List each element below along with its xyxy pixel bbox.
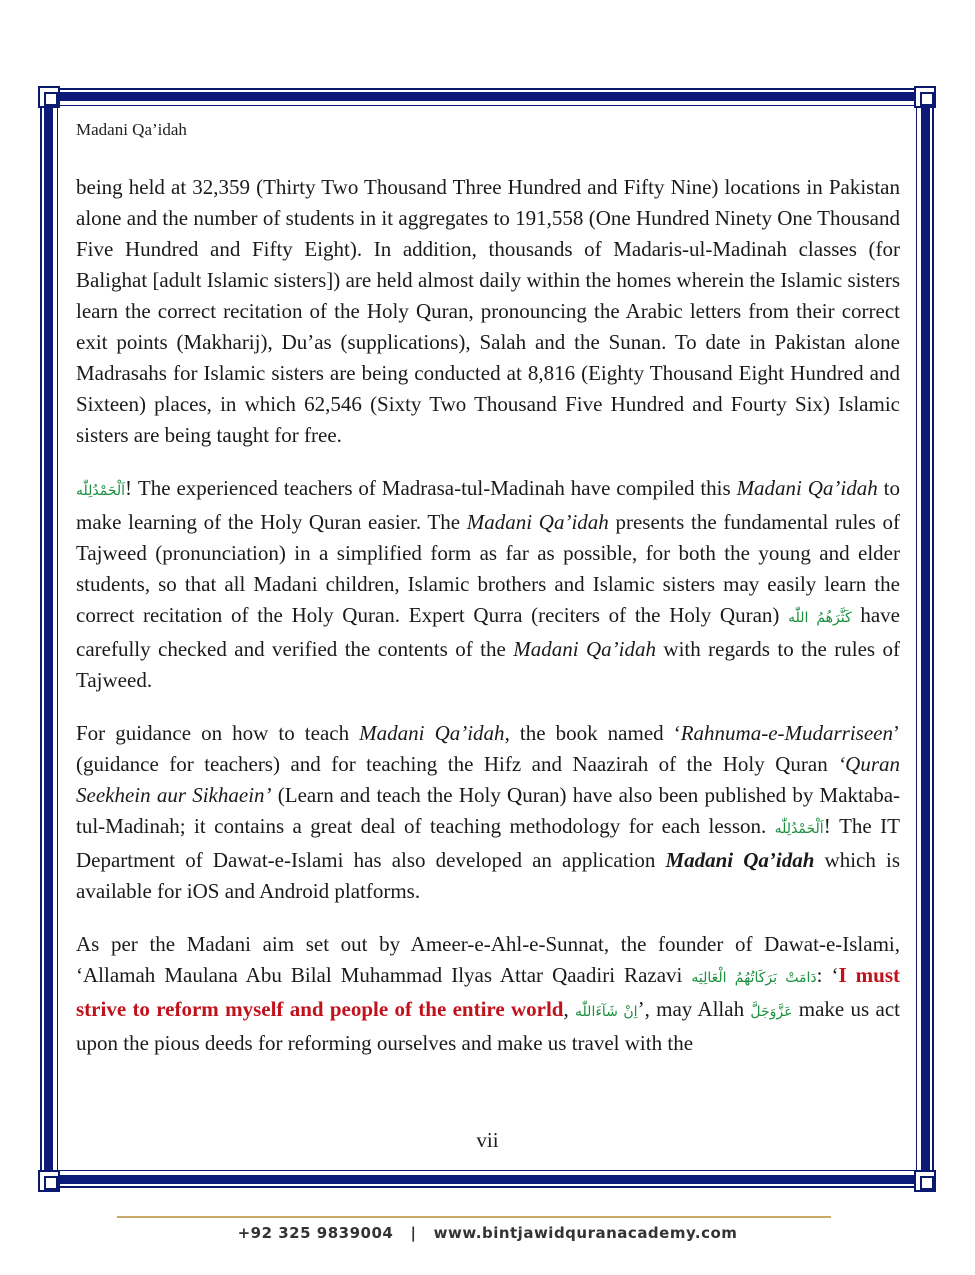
text-run: with regards to the rules of Tajweed. <box>76 637 900 692</box>
text-run: As per the Madani aim set out by Ameer-e-Ahl-e-Sunnat, the founder of Dawat-e-Islami, ‘Allamah Maulana Abu Bilal Muhammad Ilyas Attar Qaadiri Razavi <box>76 932 900 987</box>
bold-italic-title: Madani Qa’idah <box>665 848 815 872</box>
corner-ornament-top-right <box>914 86 936 108</box>
paragraph-4 <box>76 929 900 1059</box>
arabic-phrase: اِنْ شَآءَاللّٰه <box>575 1004 638 1020</box>
italic-title: Rahnuma-e-Mudarriseen <box>680 721 893 745</box>
text-run: ! The IT Department of Dawat-e-Islami has also developed an application <box>76 814 900 872</box>
corner-ornament-bottom-left <box>38 1170 60 1192</box>
arabic-phrase: دَامَتْ بَرَكَاتُهُمُ الْعَالِيَه <box>691 970 817 986</box>
text-run: to make learning of the Holy Quran easier. The <box>76 476 900 534</box>
footer-contact: +92 325 9839004 | www.bintjawidquranacademy.com <box>237 1224 738 1242</box>
text-run: For guidance on how to teach <box>76 721 360 745</box>
body-text <box>76 172 900 1081</box>
text-run: make us act upon the pious deeds for reforming ourselves and make us travel with the <box>76 997 901 1055</box>
paragraph-2 <box>76 473 900 696</box>
paragraph-3 <box>76 718 900 907</box>
italic-title: ‘Quran Seekhein aur Sikhaein’ <box>76 752 900 807</box>
text-run: ’, may Allah <box>637 997 751 1021</box>
arabic-phrase: اَلْحَمْدُلِلّٰه <box>76 483 126 499</box>
corner-ornament-bottom-right <box>914 1170 936 1192</box>
text-run: (Learn and teach the Holy Quran) have also been published by Maktaba-tul-Madinah; it contains a great deal of teaching methodology for each lesson. <box>76 783 901 838</box>
text-run: ! The experienced teachers of Madrasa-tul-Madinah have compiled this <box>125 476 737 500</box>
text-run: , the book named ‘ <box>504 721 681 745</box>
italic-title: Madani Qa’idah <box>736 476 878 500</box>
page-number: vii <box>476 1128 499 1152</box>
arabic-phrase: اَلْحَمْدُلِلّٰه <box>774 821 824 837</box>
running-title: Madani Qa’idah <box>76 120 187 139</box>
paragraph-1: being held at 32,359 (Thirty Two Thousand Three Hundred and Fifty Nine) locations in Pakistan alone and the number of students in it aggregates to 191,558 (One Hundred Ninety One Thousand Five Hundred and Fifty Eight). In addition, thousands of Madaris-ul-Madinah classes (for Balighat [adult Islamic sisters]) are held almost daily within the homes wherein the Islamic sisters learn the correct recitation of the Holy Quran, pronouncing the Arabic letters from their correct exit points (Makharij), Du’as (supplications), Salah and the Sunan. To date in Pakistan alone Madrasahs for Islamic sisters are being conducted at 8,816 (Eighty Thousand Eight Hundred and Sixteen) places, in which 62,546 (Sixty Two Thousand Five Hundred and Fourty Six) Islamic sisters are being taught for free. <box>76 175 900 447</box>
arabic-phrase: كَثَّرَهُمُ اللّٰه <box>788 610 852 626</box>
footer-divider <box>117 1216 831 1218</box>
italic-title: Madani Qa’idah <box>466 510 609 534</box>
arabic-phrase: عَزَّوَجَلَّ <box>750 1004 793 1020</box>
highlighted-quote: I must strive to reform myself and people of the entire world <box>76 963 901 1021</box>
corner-ornament-top-left <box>38 86 60 108</box>
text-run: have carefully checked and verified the contents of the <box>76 603 900 661</box>
text-run: ’ (guidance for teachers) and for teaching the Hifz and Naazirah of the Holy Quran <box>76 721 900 776</box>
italic-title: Madani Qa’idah <box>359 721 505 745</box>
text-run: presents the fundamental rules of Tajweed (pronunciation) in a simplified form as far as possible, for both the young and elder students, so that all Madani children, Islamic brothers and Islamic sisters may easily learn the correct recitation of the Holy Quran. Expert Qurra (reciters of the Holy Quran) <box>76 510 900 627</box>
text-run: : ‘ <box>816 963 839 987</box>
text-run: , <box>563 997 576 1021</box>
text-run: which is available for iOS and Android platforms. <box>76 848 901 903</box>
italic-title: Madani Qa’idah <box>513 637 656 661</box>
